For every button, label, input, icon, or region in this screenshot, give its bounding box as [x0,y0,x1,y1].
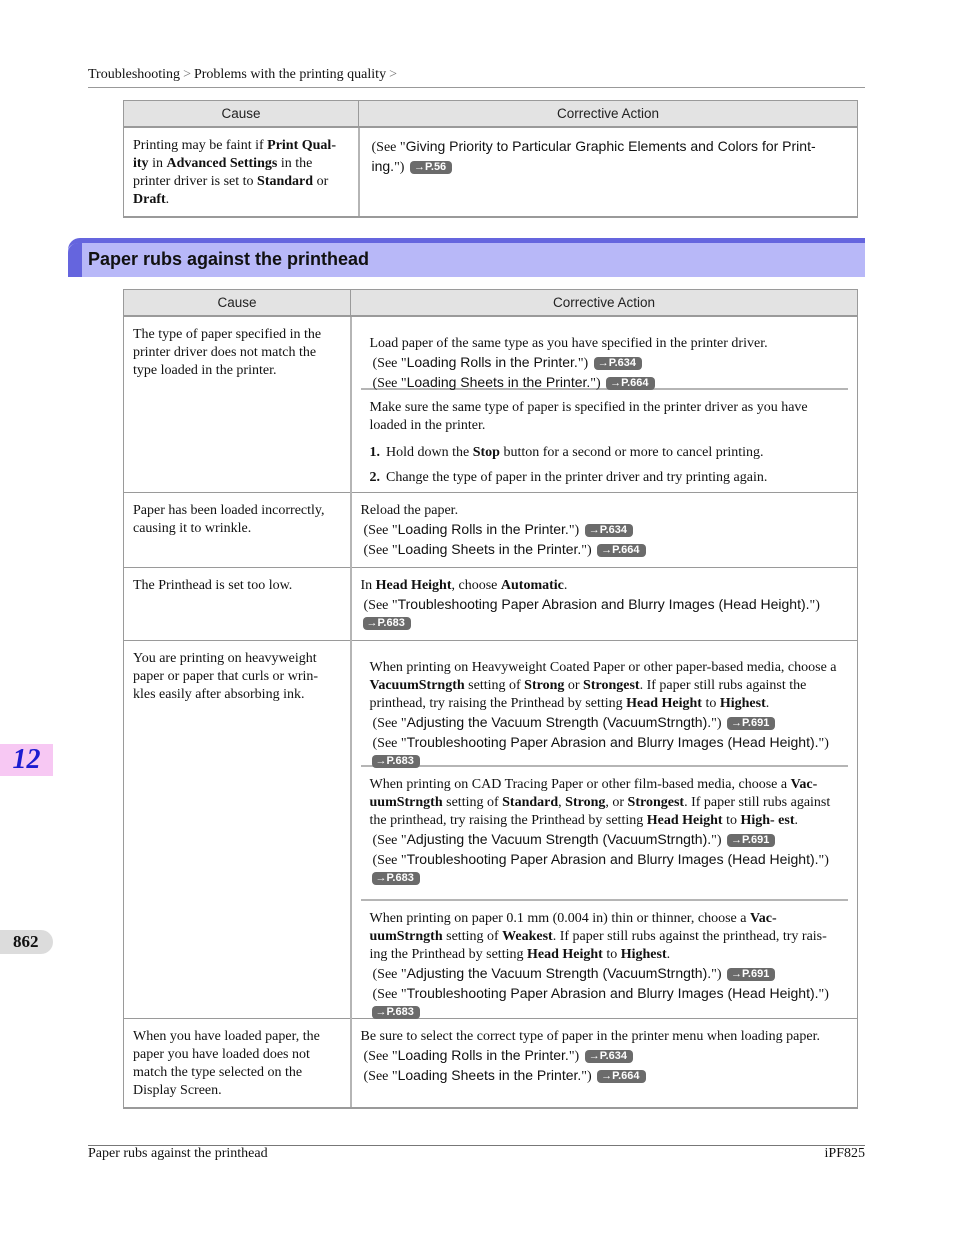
page-reference-badge[interactable]: →P.683 [363,617,411,630]
cause-cell: When you have loaded paper, the paper you have loaded does not match the type selected on the Display Screen. [124,1018,351,1108]
breadcrumb [88,67,400,83]
cause-cell: The Printhead is set too low. [124,567,351,640]
table-row [124,316,858,493]
action-cell: Reload the paper. (See "Loading Rolls in the Printer.") →P.634 (See "Loading Sheets in the Printer.") →P.664 [351,492,858,567]
page-reference-badge[interactable]: →P.683 [372,1006,420,1019]
page-number: 862 [0,930,53,954]
page-reference-badge[interactable]: →P.634 [585,1050,633,1063]
page-reference-badge[interactable]: →P.664 [597,1070,645,1083]
page-reference-badge[interactable]: →P.691 [727,968,775,981]
page-reference-badge[interactable]: →P.691 [727,834,775,847]
action-cell: Be sure to select the correct type of paper in the printer menu when loading paper. (See "Loading Rolls in the Printer.") →P.634 (See "Loading Sheets in the Printer.") →P.664 [351,1018,858,1108]
action-cell: Load paper of the same type as you have specified in the printer driver. (See "Loading Rolls in the Printer.") →P.634 (See "Loading Sheets in the Printer.") →P.664 Make sure the same type of paper is specified in the printer driver as you have loaded in the printer. 1. Hold down the Stop button for a second or more to cancel printing. 2. Change the type of paper in the printer driver and try printing again. [351,316,858,493]
cause-cell: The type of paper specified in the printer driver does not match the type loaded in the printer. [124,316,351,493]
reference-link[interactable]: Loading Sheets in the Printer. [406,373,591,390]
page-reference-badge[interactable]: →P.683 [372,872,420,885]
table-row [124,567,858,640]
breadcrumb-printing-quality[interactable]: Problems with the printing quality [193,67,387,82]
reference-link[interactable]: Troubleshooting Paper Abrasion and Blurry Images (Head Height). [406,984,819,1001]
cause-cell: Paper has been loaded incorrectly, causing it to wrinkle. [124,492,351,567]
page-reference-badge[interactable]: →P.664 [606,377,654,390]
page-reference-badge[interactable]: →P.691 [727,717,775,730]
footer-section-title: Paper rubs against the printhead [88,1146,268,1161]
table-row [124,492,858,567]
reference-link[interactable]: Loading Rolls in the Printer. [397,1046,569,1063]
paper-rubs-table [123,289,858,1109]
page-reference-badge[interactable]: →P.683 [372,755,420,768]
reference-link[interactable]: Troubleshooting Paper Abrasion and Blurry Images (Head Height). [397,595,810,612]
reference-link[interactable]: Loading Sheets in the Printer. [397,1066,582,1083]
col-cause-header: Cause [124,290,351,316]
col-cause-header: Cause [124,101,359,127]
reference-link[interactable]: Adjusting the Vacuum Strength (VacuumStrngth). [406,713,712,730]
reference-link[interactable]: Loading Rolls in the Printer. [397,520,569,537]
heading-accent [68,243,82,277]
page-reference-badge[interactable]: →P.634 [585,524,633,537]
chapter-tab[interactable]: 12 [0,744,53,776]
section-heading [68,238,865,277]
page-reference-badge[interactable]: →P.56 [410,161,452,174]
page-reference-badge[interactable]: →P.634 [594,357,642,370]
cause-cell: You are printing on heavyweight paper or paper that curls or wrin- kles easily after absorbing ink. [124,640,351,1018]
col-action-header: Corrective Action [359,101,858,127]
footer-model-name: iPF825 [824,1146,865,1161]
table-row [124,640,858,1018]
reference-link[interactable]: Loading Sheets in the Printer. [397,540,582,557]
reference-link[interactable]: Loading Rolls in the Printer. [406,353,578,370]
action-cell: (See "Giving Priority to Particular Graphic Elements and Colors for Print- ing.") →P.56 [359,127,858,217]
section-title: Paper rubs against the printhead [88,249,370,269]
step-item: 2. Change the type of paper in the printer driver and try printing again. [369,469,768,485]
reference-link[interactable]: Troubleshooting Paper Abrasion and Blurry Images (Head Height). [406,733,819,750]
breadcrumb-separator: > [183,67,191,82]
cause-cell: Printing may be faint if Print Qual- ity in Advanced Settings in the printer driver is set to Standard or Draft. [124,127,359,217]
reference-link[interactable]: Giving Priority to Particular Graphic Elements and Colors for Print- ing. [371,137,816,174]
col-action-header: Corrective Action [351,290,858,316]
action-cell: In Head Height, choose Automatic. (See "Troubleshooting Paper Abrasion and Blurry Images (Head Height).") →P.683 [351,567,858,640]
reference-link[interactable]: Adjusting the Vacuum Strength (VacuumStrngth). [406,964,712,981]
reference-link[interactable]: Adjusting the Vacuum Strength (VacuumStrngth). [406,830,712,847]
table-row [124,1018,858,1108]
reference-link[interactable]: Troubleshooting Paper Abrasion and Blurry Images (Head Height). [406,850,819,867]
header-rule [88,87,865,88]
page-reference-badge[interactable]: →P.664 [597,544,645,557]
step-item: 1. Hold down the Stop button for a second or more to cancel printing. [369,444,764,460]
breadcrumb-troubleshooting[interactable]: Troubleshooting [88,67,181,82]
action-cell: When printing on Heavyweight Coated Paper or other paper-based media, choose a VacuumStrngth setting of Strong or Strongest. If paper still rubs against the printhead, try raising the Printhead by setting Head Height to Highest. (See "Adjusting the Vacuum Strength (VacuumStrngth).") →P.691 (See "Troubleshooting Paper Abrasion and Blurry Images (Head Height).") →P.683 When printing on CAD Tracing Paper or other film-based media, choose a Vac- uumStrngth setting of Standard, Strong, or Strongest. If paper still rubs against the printhead, try raising the Printhead by setting Head Height to High- est. (See "Adjusting the Vacuum Strength (VacuumStrngth).") →P.691 (See "Troubleshooting Paper Abrasion and Blurry Images (Head Height).") →P.683 When printing on paper 0.1 mm (0.004 in) thin or thinner, choose a Vac- uumStrngth setting of Weakest. If paper still rubs against the printhead, try rais- ing the Printhead by setting Head Height to Highest. (See "Adjusting the Vacuum Strength (VacuumStrngth).") →P.691 (See "Troubleshooting Paper Abrasion and Blurry Images (Head Height).") →P.683 [351,640,858,1018]
quality-table [123,100,858,218]
breadcrumb-separator: > [389,67,397,82]
